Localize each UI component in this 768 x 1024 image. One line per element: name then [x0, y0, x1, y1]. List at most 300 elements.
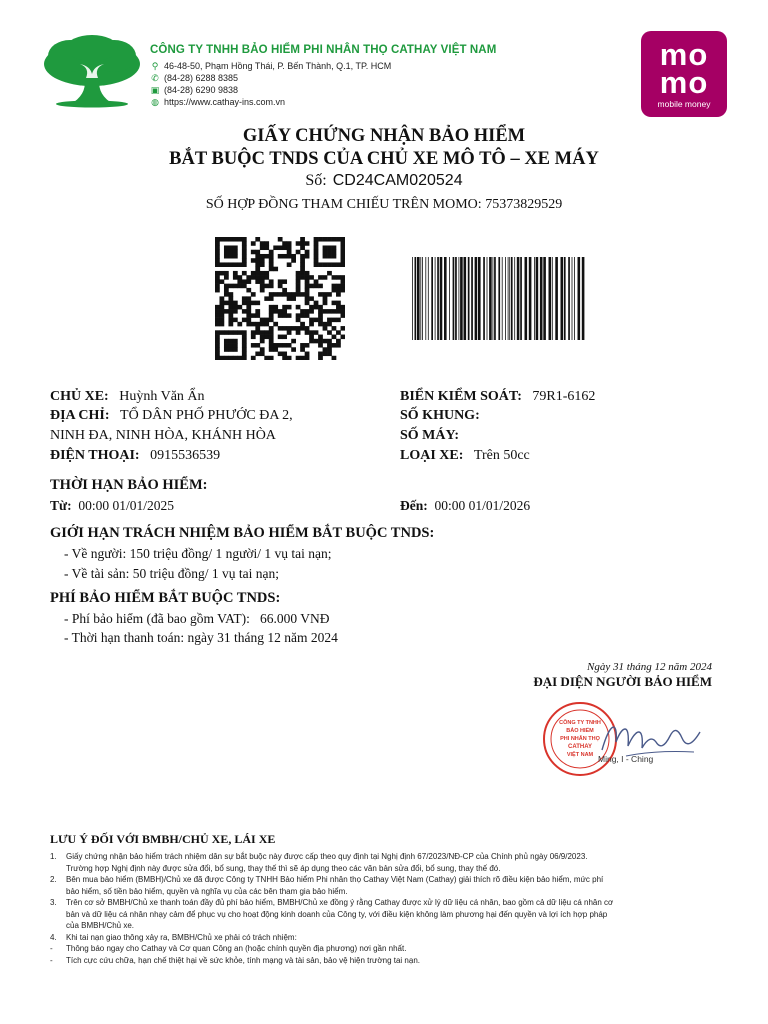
qr-module — [332, 301, 337, 306]
momo-logo: mo mo mobile money — [641, 31, 727, 117]
qr-module — [246, 322, 251, 327]
qr-module — [233, 254, 238, 259]
qr-module — [228, 347, 233, 352]
barcode-bar — [498, 257, 500, 340]
reference-number: SỐ HỢP ĐỒNG THAM CHIẾU TRÊN MOMO: 75373829529 — [205, 197, 563, 212]
qr-module — [242, 258, 247, 263]
qr-module — [242, 301, 247, 306]
qr-module — [219, 296, 224, 301]
qr-module — [273, 343, 278, 348]
qr-module — [215, 335, 220, 340]
qr-module — [224, 292, 229, 297]
qr-module — [305, 301, 310, 306]
note-item — [50, 851, 718, 874]
qr-module — [251, 343, 256, 348]
qr-module — [233, 301, 238, 306]
qr-module — [296, 326, 301, 331]
company-phone: ✆ (84-28) 6288 8385 — [151, 73, 239, 83]
qr-module — [327, 309, 332, 314]
qr-module — [255, 309, 260, 314]
qr-module — [255, 301, 260, 306]
qr-module — [264, 330, 269, 335]
qr-module — [260, 262, 265, 267]
barcode-bar — [568, 257, 570, 340]
svg-text:CATHAY: CATHAY — [567, 744, 593, 750]
frame-number-label: SỐ KHUNG: — [400, 408, 480, 423]
qr-module — [327, 271, 332, 276]
qr-module — [282, 288, 287, 293]
qr-module — [287, 254, 292, 259]
qr-module — [219, 305, 224, 310]
note-text: bản và dữ liệu cá nhân nhạy cảm để phục vụ cho hoạt động kinh doanh của Công ty, với điều kiện không làm phương hại đến quyền và lợi ích hợp pháp — [66, 909, 608, 919]
qr-module — [260, 245, 265, 250]
qr-module — [296, 313, 301, 318]
qr-module — [282, 352, 287, 357]
qr-module — [336, 305, 341, 310]
qr-module — [341, 241, 345, 246]
qr-module — [242, 250, 247, 255]
qr-module — [246, 275, 251, 280]
owner-address-line2: NINH ĐA, NINH HÒA, KHÁNH HÒA — [50, 428, 276, 443]
qr-module — [336, 301, 341, 306]
qr-module — [233, 245, 238, 250]
note-number: - — [50, 955, 53, 965]
barcode-bar — [540, 257, 543, 340]
qr-module — [300, 258, 305, 263]
qr-module — [264, 275, 269, 280]
qr-module — [251, 275, 256, 280]
qr-module — [332, 254, 337, 259]
barcode-bar — [420, 257, 421, 340]
qr-module — [260, 339, 265, 344]
barcode-bar — [459, 257, 460, 340]
qr-module — [341, 250, 345, 255]
qr-module — [300, 356, 305, 360]
barcode — [412, 257, 587, 340]
qr-module — [336, 292, 341, 297]
period-heading: THỜI HẠN BẢO HIỂM: — [50, 477, 208, 493]
qr-module — [215, 322, 220, 327]
qr-module — [282, 241, 287, 246]
qr-module — [224, 245, 229, 250]
qr-module — [215, 343, 220, 348]
note-text: Thông báo ngay cho Cathay và Cơ quan Công an (hoặc chính quyền địa phương) nơi gần nhất. — [66, 944, 407, 953]
cathay-tree-logo — [40, 34, 144, 108]
qr-module — [269, 305, 274, 310]
qr-module — [332, 288, 337, 293]
qr-module — [341, 335, 345, 340]
barcode-bar — [520, 257, 522, 340]
qr-module — [291, 296, 296, 301]
qr-module — [305, 292, 310, 297]
qr-module — [300, 313, 305, 318]
qr-module — [287, 292, 292, 297]
qr-module — [255, 352, 260, 357]
qr-module — [215, 241, 220, 246]
qr-module — [228, 262, 233, 267]
qr-module — [336, 284, 341, 289]
qr-module — [264, 271, 269, 276]
representative-title: ĐẠI DIỆN NGƯỜI BẢO HIỂM — [533, 674, 712, 689]
barcode-bar — [444, 257, 447, 340]
qr-module — [336, 288, 341, 293]
qr-module — [255, 326, 260, 331]
qr-module — [242, 330, 247, 335]
qr-module — [228, 250, 233, 255]
qr-module — [242, 343, 247, 348]
qr-module — [237, 330, 242, 335]
barcode-bar — [460, 257, 463, 340]
qr-module — [278, 284, 283, 289]
qr-module — [314, 339, 319, 344]
qr-module — [287, 305, 292, 310]
qr-module — [264, 322, 269, 327]
qr-module — [314, 254, 319, 259]
note-text: của BMBH/Chủ xe. — [66, 921, 135, 930]
qr-module — [215, 258, 220, 263]
qr-module — [323, 275, 328, 280]
qr-module — [260, 284, 265, 289]
qr-module — [219, 237, 224, 242]
note-number: 3. — [50, 898, 57, 907]
qr-module — [318, 275, 323, 280]
qr-module — [269, 335, 274, 340]
qr-code — [215, 237, 345, 360]
barcode-bar — [483, 257, 485, 340]
qr-module — [219, 330, 224, 335]
company-name: CÔNG TY TNHH BẢO HIỂM PHI NHÂN THỌ CATHAY VIỆT NAM — [150, 44, 497, 56]
qr-module — [215, 271, 220, 276]
qr-module — [255, 254, 260, 259]
qr-module — [296, 275, 301, 280]
qr-module — [282, 254, 287, 259]
qr-module — [282, 292, 287, 297]
qr-module — [332, 275, 337, 280]
qr-module — [300, 309, 305, 314]
qr-module — [228, 254, 233, 259]
qr-module — [327, 292, 332, 297]
qr-module — [341, 237, 345, 242]
qr-module — [341, 284, 345, 289]
qr-module — [296, 318, 301, 323]
qr-module — [219, 262, 224, 267]
qr-module — [309, 335, 314, 340]
barcode-bar — [572, 257, 573, 340]
barcode-bar — [543, 257, 546, 340]
qr-module — [291, 326, 296, 331]
qr-module — [246, 279, 251, 284]
qr-module — [282, 245, 287, 250]
qr-module — [242, 335, 247, 340]
barcode-bar — [509, 257, 510, 340]
qr-module — [314, 258, 319, 263]
qr-module — [246, 288, 251, 293]
qr-module — [336, 343, 341, 348]
qr-module — [269, 279, 274, 284]
qr-module — [233, 343, 238, 348]
qr-module — [269, 296, 274, 301]
qr-module — [282, 279, 287, 284]
qr-module — [219, 313, 224, 318]
barcode-bar — [505, 257, 506, 340]
qr-module — [314, 330, 319, 335]
qr-module — [269, 309, 274, 314]
qr-module — [215, 279, 220, 284]
engine-number-label: SỐ MÁY: — [400, 428, 459, 443]
qr-module — [242, 279, 247, 284]
qr-module — [296, 330, 301, 335]
qr-module — [305, 356, 310, 360]
liability-item: - Về người: 150 triệu đồng/ 1 người/ 1 vụ tai nạn; — [64, 546, 332, 561]
qr-module — [228, 309, 233, 314]
qr-module — [273, 347, 278, 352]
barcode-bar — [552, 257, 553, 340]
location-icon: ⚲ — [151, 61, 159, 71]
qr-module — [233, 305, 238, 310]
qr-module — [233, 250, 238, 255]
notes-heading: LƯU Ý ĐỐI VỚI BMBH/CHỦ XE, LÁI XE — [50, 832, 276, 846]
qr-module — [305, 284, 310, 289]
qr-module — [287, 330, 292, 335]
barcode-bar — [435, 257, 436, 340]
barcode-bar — [437, 257, 439, 340]
qr-module — [219, 271, 224, 276]
qr-module — [269, 347, 274, 352]
qr-module — [327, 254, 332, 259]
barcode-bar — [468, 257, 470, 340]
qr-module — [323, 352, 328, 357]
qr-module — [287, 241, 292, 246]
qr-module — [341, 309, 345, 314]
qr-module — [269, 267, 274, 272]
barcode-bar — [487, 257, 488, 340]
qr-module — [336, 262, 341, 267]
qr-module — [300, 245, 305, 250]
qr-module — [255, 330, 260, 335]
note-item — [50, 943, 718, 955]
qr-module — [224, 250, 229, 255]
note-number: 4. — [50, 932, 57, 942]
qr-module — [233, 309, 238, 314]
qr-module — [215, 288, 220, 293]
barcode-bar — [578, 257, 581, 340]
qr-module — [255, 237, 260, 242]
document-subtitle: BẮT BUỘC TNDS CỦA CHỦ XE MÔ TÔ – XE MÁY — [169, 149, 599, 169]
barcode-bar — [511, 257, 513, 340]
svg-text:PHI NHÂN THỌ: PHI NHÂN THỌ — [560, 736, 600, 742]
qr-module — [282, 313, 287, 318]
qr-module — [341, 258, 345, 263]
qr-module — [287, 326, 292, 331]
qr-module — [228, 296, 233, 301]
note-text: Trên cơ sở BMBH/Chủ xe thanh toán đầy đủ phí bảo hiểm, BMBH/Chủ xe đồng ý rằng Cathay được xử lý dữ liệu cá nhân, bao gồm cả dữ liệu cá nhân cơ — [66, 898, 614, 907]
qr-module — [309, 309, 314, 314]
qr-module — [246, 309, 251, 314]
qr-module — [260, 258, 265, 263]
qr-module — [327, 237, 332, 242]
qr-module — [228, 284, 233, 289]
note-text: Giấy chứng nhận bảo hiểm trách nhiệm dân sự bắt buộc này được cấp theo quy định tại Nghị định 67/2023/NĐ-CP của Chính phủ ngày 06/9/2023. — [66, 852, 588, 861]
qr-module — [237, 279, 242, 284]
note-number: 2. — [50, 875, 57, 884]
qr-module — [269, 339, 274, 344]
qr-module — [314, 250, 319, 255]
qr-module — [314, 305, 319, 310]
barcode-bar — [561, 257, 564, 340]
qr-module — [300, 347, 305, 352]
liability-item: - Về tài sản: 50 triệu đồng/ 1 vụ tai nạn; — [64, 566, 279, 581]
qr-module — [291, 254, 296, 259]
qr-module — [341, 275, 345, 280]
qr-module — [278, 245, 283, 250]
barcode-bar — [417, 257, 420, 340]
qr-module — [255, 271, 260, 276]
qr-module — [224, 343, 229, 348]
qr-module — [296, 288, 301, 293]
qr-module — [318, 237, 323, 242]
qr-module — [224, 262, 229, 267]
qr-module — [323, 296, 328, 301]
barcode-bar — [415, 257, 417, 340]
svg-text:CÔNG TY TNHH: CÔNG TY TNHH — [559, 720, 601, 726]
qr-module — [314, 262, 319, 267]
owner-phone-row: ĐIỆN THOẠI: 0915536539 — [50, 448, 221, 463]
qr-module — [233, 271, 238, 276]
qr-module — [278, 335, 283, 340]
qr-module — [228, 339, 233, 344]
qr-module — [264, 296, 269, 301]
qr-module — [305, 288, 310, 293]
qr-module — [305, 250, 310, 255]
qr-module — [305, 326, 310, 331]
fax-icon: ▣ — [150, 85, 160, 95]
qr-module — [260, 347, 265, 352]
qr-module — [255, 262, 260, 267]
qr-module — [296, 284, 301, 289]
barcode-bar — [525, 257, 528, 340]
qr-module — [219, 356, 224, 360]
qr-module — [215, 313, 220, 318]
qr-module — [323, 309, 328, 314]
qr-module — [251, 313, 256, 318]
qr-module — [219, 301, 224, 306]
qr-module — [314, 245, 319, 250]
qr-module — [269, 258, 274, 263]
qr-module — [233, 284, 238, 289]
qr-module — [282, 343, 287, 348]
qr-module — [242, 237, 247, 242]
qr-module — [309, 322, 314, 327]
qr-module — [251, 335, 256, 340]
qr-module — [251, 258, 256, 263]
qr-module — [327, 245, 332, 250]
qr-module — [300, 237, 305, 242]
qr-module — [233, 275, 238, 280]
qr-module — [269, 318, 274, 323]
barcode-bar — [517, 257, 520, 340]
certificate-number: Số: CD24CAM020524 — [305, 172, 463, 189]
qr-module — [309, 305, 314, 310]
qr-module — [237, 284, 242, 289]
barcode-bar — [582, 257, 585, 340]
company-website[interactable]: ◍ https://www.cathay-ins.com.vn — [151, 97, 286, 107]
qr-module — [255, 322, 260, 327]
qr-module — [242, 339, 247, 344]
qr-module — [282, 326, 287, 331]
qr-module — [269, 313, 274, 318]
qr-module — [341, 254, 345, 259]
barcode-bar — [493, 257, 494, 340]
qr-module — [228, 322, 233, 327]
qr-module — [215, 352, 220, 357]
qr-module — [242, 262, 247, 267]
qr-module — [336, 339, 341, 344]
qr-module — [273, 267, 278, 272]
qr-module — [237, 356, 242, 360]
document-title: GIẤY CHỨNG NHẬN BẢO HIỂM — [242, 126, 526, 146]
qr-module — [264, 335, 269, 340]
qr-module — [224, 237, 229, 242]
barcode-bar — [502, 257, 503, 340]
qr-module — [318, 262, 323, 267]
svg-text:BẢO HIỂM: BẢO HIỂM — [566, 728, 594, 734]
qr-module — [242, 254, 247, 259]
qr-module — [269, 343, 274, 348]
qr-module — [305, 279, 310, 284]
qr-module — [228, 313, 233, 318]
qr-module — [296, 241, 301, 246]
qr-module — [305, 241, 310, 246]
qr-module — [332, 250, 337, 255]
qr-module — [251, 356, 256, 360]
qr-module — [278, 292, 283, 297]
qr-module — [228, 301, 233, 306]
qr-module — [291, 339, 296, 344]
qr-module — [215, 305, 220, 310]
qr-module — [219, 318, 224, 323]
notes-list — [50, 851, 718, 966]
qr-module — [309, 318, 314, 323]
qr-module — [233, 262, 238, 267]
qr-module — [287, 262, 292, 267]
qr-module — [228, 330, 233, 335]
qr-module — [300, 241, 305, 246]
qr-module — [224, 339, 229, 344]
qr-module — [341, 245, 345, 250]
note-number: 1. — [50, 852, 57, 861]
qr-module — [332, 245, 337, 250]
barcode-bar — [494, 257, 496, 340]
barcode-bar — [471, 257, 473, 340]
qr-module — [264, 284, 269, 289]
qr-module — [246, 301, 251, 306]
qr-module — [291, 292, 296, 297]
qr-module — [278, 352, 283, 357]
qr-module — [246, 313, 251, 318]
qr-module — [332, 284, 337, 289]
qr-module — [282, 335, 287, 340]
qr-module — [300, 254, 305, 259]
barcode-bar — [478, 257, 481, 340]
qr-module — [228, 343, 233, 348]
qr-module — [278, 313, 283, 318]
signer-name: Ming, I - Ching — [598, 754, 654, 764]
qr-module — [215, 284, 220, 289]
qr-module — [341, 305, 345, 310]
qr-module — [215, 339, 220, 344]
qr-module — [269, 250, 274, 255]
barcode-bar — [555, 257, 558, 340]
